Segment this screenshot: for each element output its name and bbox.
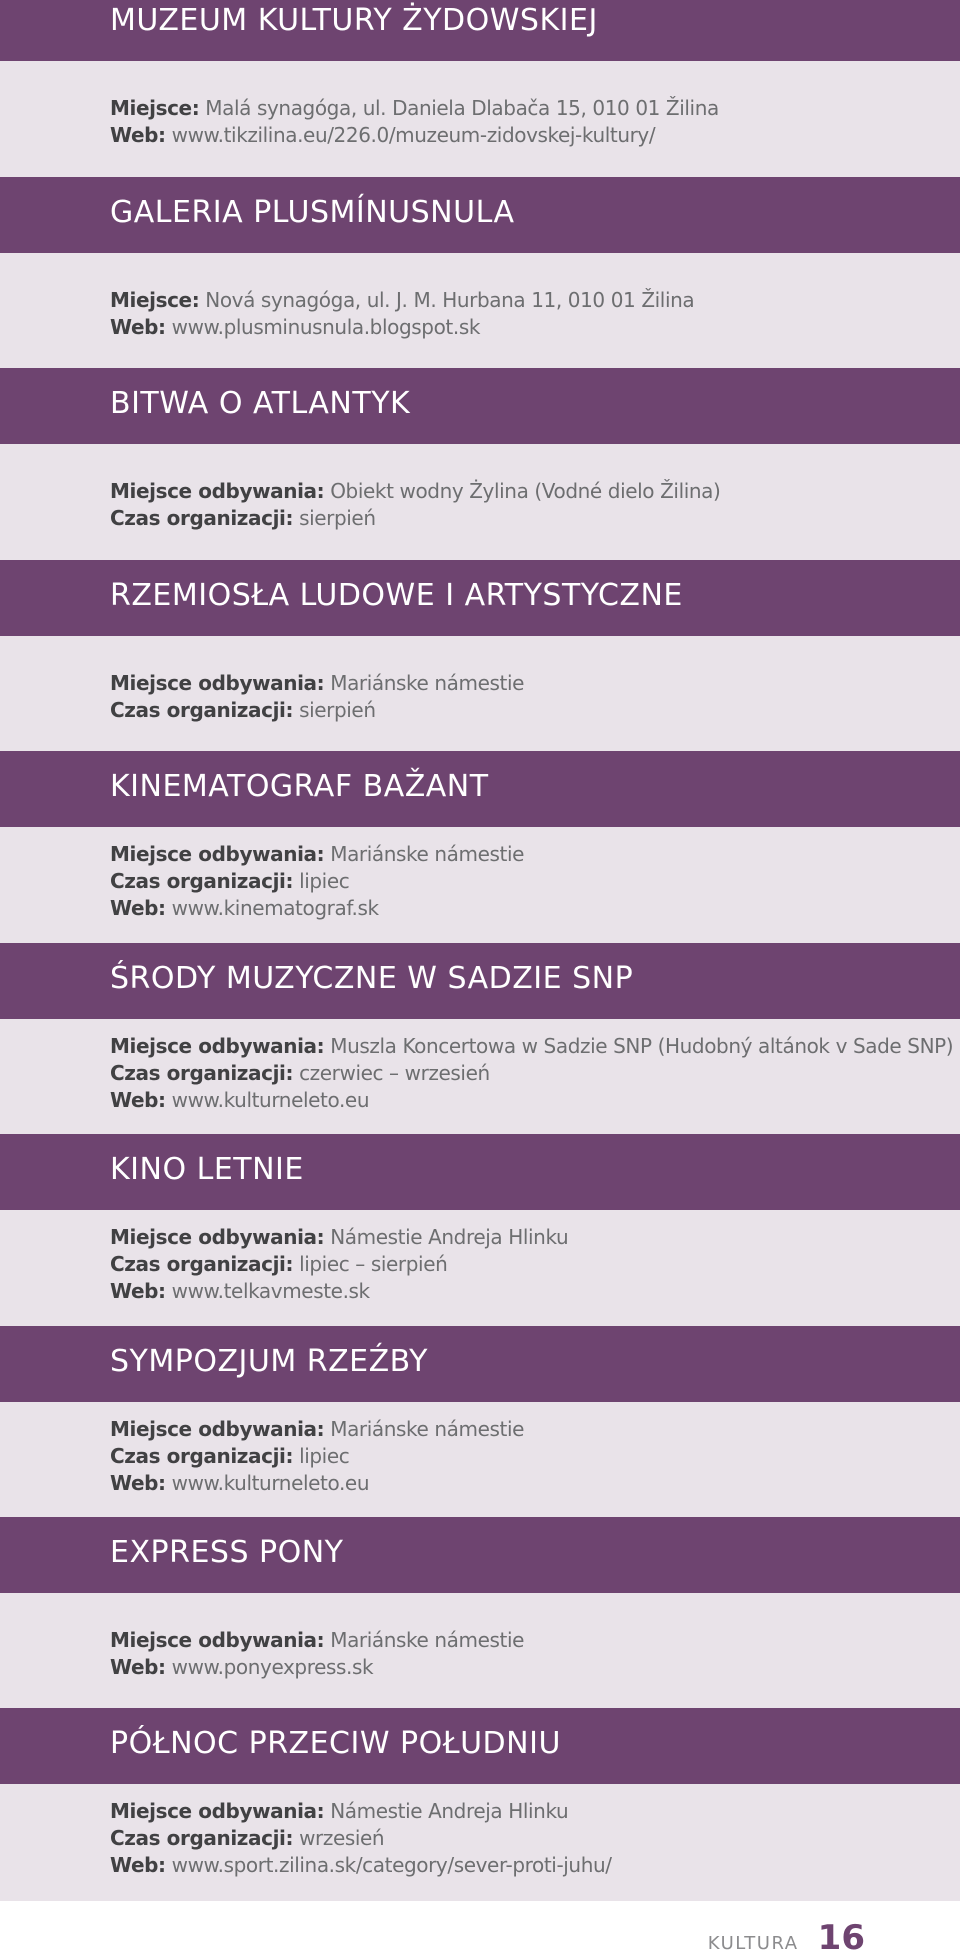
detail-line — [110, 1825, 612, 1852]
section-details — [0, 1402, 960, 1518]
section-header-band — [0, 177, 960, 253]
section-title: MUZEUM KULTURY ŻYDOWSKIEJ — [110, 3, 598, 38]
detail-label: Miejsce odbywania: — [110, 1225, 325, 1249]
section-header-band — [0, 560, 960, 636]
detail-line — [110, 1852, 612, 1879]
detail-value: www.plusminusnula.blogspot.sk — [171, 315, 481, 339]
detail-line — [110, 314, 694, 341]
detail-label: Czas organizacji: — [110, 869, 294, 893]
detail-label: Czas organizacji: — [110, 1826, 294, 1850]
detail-value: sierpień — [299, 698, 376, 722]
detail-line — [110, 1060, 953, 1087]
detail-value: Obiekt wodny Żylina (Vodné dielo Žilina) — [330, 479, 721, 503]
detail-label: Miejsce odbywania: — [110, 842, 325, 866]
detail-value: Mariánske námestie — [330, 842, 525, 866]
detail-label: Web: — [110, 1088, 166, 1112]
detail-value: www.telkavmeste.sk — [171, 1279, 370, 1303]
detail-line — [110, 1033, 953, 1060]
section-title: RZEMIOSŁA LUDOWE I ARTYSTYCZNE — [110, 578, 683, 613]
detail-line — [110, 1627, 524, 1654]
detail-value: Nová synagóga, ul. J. M. Hurbana 11, 010 01 Žilina — [205, 288, 695, 312]
detail-value: Malá synagóga, ul. Daniela Dlabača 15, 010 01 Žilina — [205, 96, 719, 120]
detail-value: Muszla Koncertowa w Sadzie SNP (Hudobný altánok v Sade SNP) — [330, 1034, 954, 1058]
detail-label: Miejsce odbywania: — [110, 1628, 325, 1652]
detail-value: lipiec – sierpień — [299, 1252, 448, 1276]
detail-line — [110, 697, 524, 724]
detail-label: Miejsce odbywania: — [110, 479, 325, 503]
detail-value: www.kulturneleto.eu — [171, 1088, 370, 1112]
section-details — [0, 253, 960, 369]
detail-line — [110, 1224, 568, 1251]
detail-value: Námestie Andreja Hlinku — [330, 1225, 569, 1249]
detail-value: sierpień — [299, 506, 376, 530]
page-footer — [708, 1918, 865, 1958]
section-header-band — [0, 368, 960, 444]
section-details — [0, 636, 960, 752]
detail-label: Miejsce: — [110, 96, 200, 120]
section-title: BITWA O ATLANTYK — [110, 386, 411, 421]
detail-line — [110, 670, 524, 697]
detail-value: www.sport.zilina.sk/category/sever-proti-juhu/ — [171, 1853, 612, 1877]
section-title: GALERIA PLUSMÍNUSNULA — [110, 195, 515, 230]
detail-value: Mariánske námestie — [330, 671, 525, 695]
detail-label: Czas organizacji: — [110, 1444, 294, 1468]
detail-line — [110, 1087, 953, 1114]
detail-value: Mariánske námestie — [330, 1628, 525, 1652]
detail-line — [110, 1251, 568, 1278]
detail-line — [110, 868, 524, 895]
section-title: SYMPOZJUM RZEŹBY — [110, 1344, 428, 1379]
section-header-band — [0, 1326, 960, 1402]
detail-label: Czas organizacji: — [110, 698, 294, 722]
detail-value: www.kulturneleto.eu — [171, 1471, 370, 1495]
section-header-band — [0, 751, 960, 827]
section-title: ŚRODY MUZYCZNE W SADZIE SNP — [110, 961, 634, 996]
detail-value: Námestie Andreja Hlinku — [330, 1799, 569, 1823]
detail-line — [110, 841, 524, 868]
detail-line — [110, 1416, 524, 1443]
page-number: 16 — [817, 1918, 865, 1958]
detail-label: Web: — [110, 123, 166, 147]
section-header-band — [0, 1517, 960, 1593]
detail-value: czerwiec – wrzesień — [299, 1061, 490, 1085]
detail-line — [110, 287, 694, 314]
detail-label: Czas organizacji: — [110, 1061, 294, 1085]
detail-label: Web: — [110, 896, 166, 920]
section-details — [0, 1593, 960, 1709]
section-details — [0, 61, 960, 177]
detail-line — [110, 1443, 524, 1470]
detail-line — [110, 1278, 568, 1305]
detail-line — [110, 1798, 612, 1825]
detail-label: Web: — [110, 1655, 166, 1679]
detail-label: Miejsce odbywania: — [110, 1034, 325, 1058]
detail-line — [110, 895, 524, 922]
detail-value: lipiec — [299, 1444, 350, 1468]
detail-label: Miejsce odbywania: — [110, 1417, 325, 1441]
footer-section-label: KULTURA — [707, 1933, 799, 1954]
detail-label: Czas organizacji: — [110, 506, 294, 530]
detail-line — [110, 478, 720, 505]
detail-value: www.ponyexpress.sk — [171, 1655, 374, 1679]
section-title: PÓŁNOC PRZECIW POŁUDNIU — [110, 1726, 561, 1761]
detail-line — [110, 95, 719, 122]
detail-label: Web: — [110, 1853, 166, 1877]
detail-line — [110, 505, 720, 532]
detail-value: lipiec — [299, 869, 350, 893]
section-title: KINEMATOGRAF BAŽANT — [110, 769, 489, 804]
section-details — [0, 827, 960, 943]
detail-line — [110, 122, 719, 149]
section-header-band — [0, 1708, 960, 1784]
detail-label: Web: — [110, 1279, 166, 1303]
detail-value: www.tikzilina.eu/226.0/muzeum-zidovskej-kultury/ — [171, 123, 656, 147]
detail-label: Miejsce odbywania: — [110, 1799, 325, 1823]
section-details — [0, 1210, 960, 1326]
section-details — [0, 444, 960, 560]
detail-label: Miejsce: — [110, 288, 200, 312]
detail-label: Web: — [110, 1471, 166, 1495]
detail-value: Mariánske námestie — [330, 1417, 525, 1441]
detail-value: www.kinematograf.sk — [171, 896, 379, 920]
section-details — [0, 1019, 960, 1135]
section-title: EXPRESS PONY — [110, 1535, 344, 1570]
detail-label: Web: — [110, 315, 166, 339]
section-details — [0, 1784, 960, 1901]
section-title: KINO LETNIE — [110, 1152, 304, 1187]
detail-label: Miejsce odbywania: — [110, 671, 325, 695]
section-header-band — [0, 943, 960, 1019]
detail-label: Czas organizacji: — [110, 1252, 294, 1276]
section-header-band — [0, 0, 960, 61]
section-header-band — [0, 1134, 960, 1210]
detail-value: wrzesień — [299, 1826, 385, 1850]
detail-line — [110, 1654, 524, 1681]
detail-line — [110, 1470, 524, 1497]
